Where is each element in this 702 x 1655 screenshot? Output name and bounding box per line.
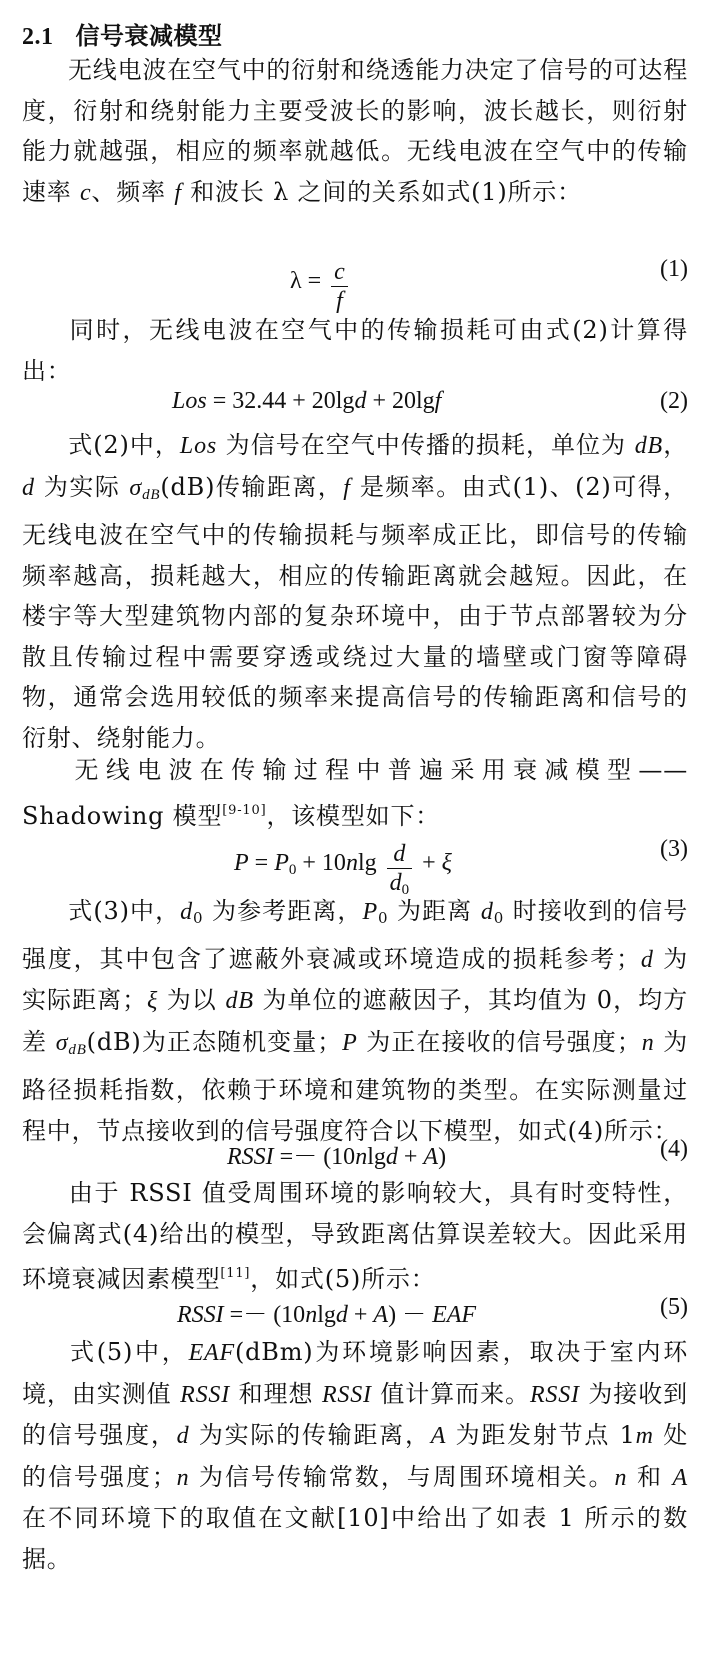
paragraph-eaf-explain: 式(5)中，EAF(dBm)为环境影响因素，取决于室内环境，由实测值 RSSI 和理想 RSSI 值计算而来。RSSI 为接收到的信号强度，d 为实际的传输距离，A 为距发射节点 1m 处的信号强度；n 为信号传输常数，与周围环境相关。n 和 A 在不同环境下的取值在文献[10]中给出了如表 1 所示的数据。 — [22, 1338, 689, 1573]
paragraph-loss-intro: 同时，无线电波在空气中的传输损耗可由式(2)计算得出： — [22, 316, 688, 385]
section-heading — [22, 16, 223, 51]
equation-2 — [22, 388, 688, 428]
equation-4 — [22, 1136, 688, 1176]
paragraph-eaf-intro: 由于 RSSI 值受周围环境的影响较大，具有时变特性，会偏离式(4)给出的模型，导致距离估算误差较大。因此采用环境衰减因素模型[11]，如式(5)所示： — [22, 1179, 688, 1293]
equation-3-number: (3) — [660, 836, 688, 862]
equation-1-formula: λ = $\frac{c}{f}$ — [290, 258, 352, 315]
equation-2-number: (2) — [660, 388, 688, 414]
paragraph-loss-explain: 式(2)中，Los 为信号在空气中传播的损耗，单位为 dB，d 为实际 $\sigma_{dB}(dB)$传输距离，f 是频率。由式(1)、(2)可得，无线电波在空气中的传输损耗与频率成正比，即信号的传输频率越高，损耗越大，相应的传输距离就会越短。因此，在楼宇等大型建筑物内部的复杂环境中，由于节点部署较为分散且传输过程中需要穿透或绕过大量的墙壁或门窗等障碍物，通常会选用较低的频率来提高信号的传输距离和信号的衍射、绕射能力。 — [22, 431, 688, 752]
equation-1 — [22, 246, 688, 314]
equation-4-formula: RSSI =－ (10nlgd + A) — [227, 1144, 447, 1170]
equation-3-formula: $P = P_0 + 10nlg$ $\frac{d}{d_0}$ + ξ — [234, 840, 452, 904]
paragraph-shadowing-intro: 无线电波在传输过程中普遍采用衰减模型——Shadowing 模型[9-10]，该模型如下： — [22, 756, 688, 830]
section-title: 信号衰减模型 — [75, 22, 223, 50]
section-number: 2.1 — [22, 24, 54, 50]
equation-3 — [22, 826, 688, 898]
equation-2-formula: Los = 32.44 + 20lgd + 20lgf — [172, 388, 442, 414]
equation-5 — [22, 1294, 688, 1334]
equation-5-formula: RSSI =－ (10nlgd + A) － EAF — [177, 1302, 477, 1328]
paragraph-wave-intro: 无线电波在空气中的衍射和绕透能力决定了信号的可达程度，衍射和绕射能力主要受波长的影响，波长越长，则衍射能力就越强，相应的频率就越低。无线电波在空气中的传输速率 c、频率 f 和波长 λ 之间的关系如式(1)所示： — [22, 56, 688, 206]
paragraph-shadowing-explain: 式(3)中，$d_0$ 为参考距离，$P_0$ 为距离 $d_0$ 时接收到的信号强度，其中包含了遮蔽外衰减或环境造成的损耗参考；d 为实际距离；ξ 为以 dB 为单位的遮蔽因子，其均值为 0，均方差 $\sigma_{dB}(dB)$为正态随机变量；P 为正在接收的信号强度；n 为路径损耗指数，依赖于环境和建筑物的类型。在实际测量过程中，节点接收到的信号强度符合以下模型，如式(4)所示： — [22, 897, 689, 1145]
equation-5-number: (5) — [660, 1294, 688, 1320]
equation-1-number: (1) — [660, 256, 688, 282]
equation-4-number: (4) — [660, 1136, 688, 1162]
